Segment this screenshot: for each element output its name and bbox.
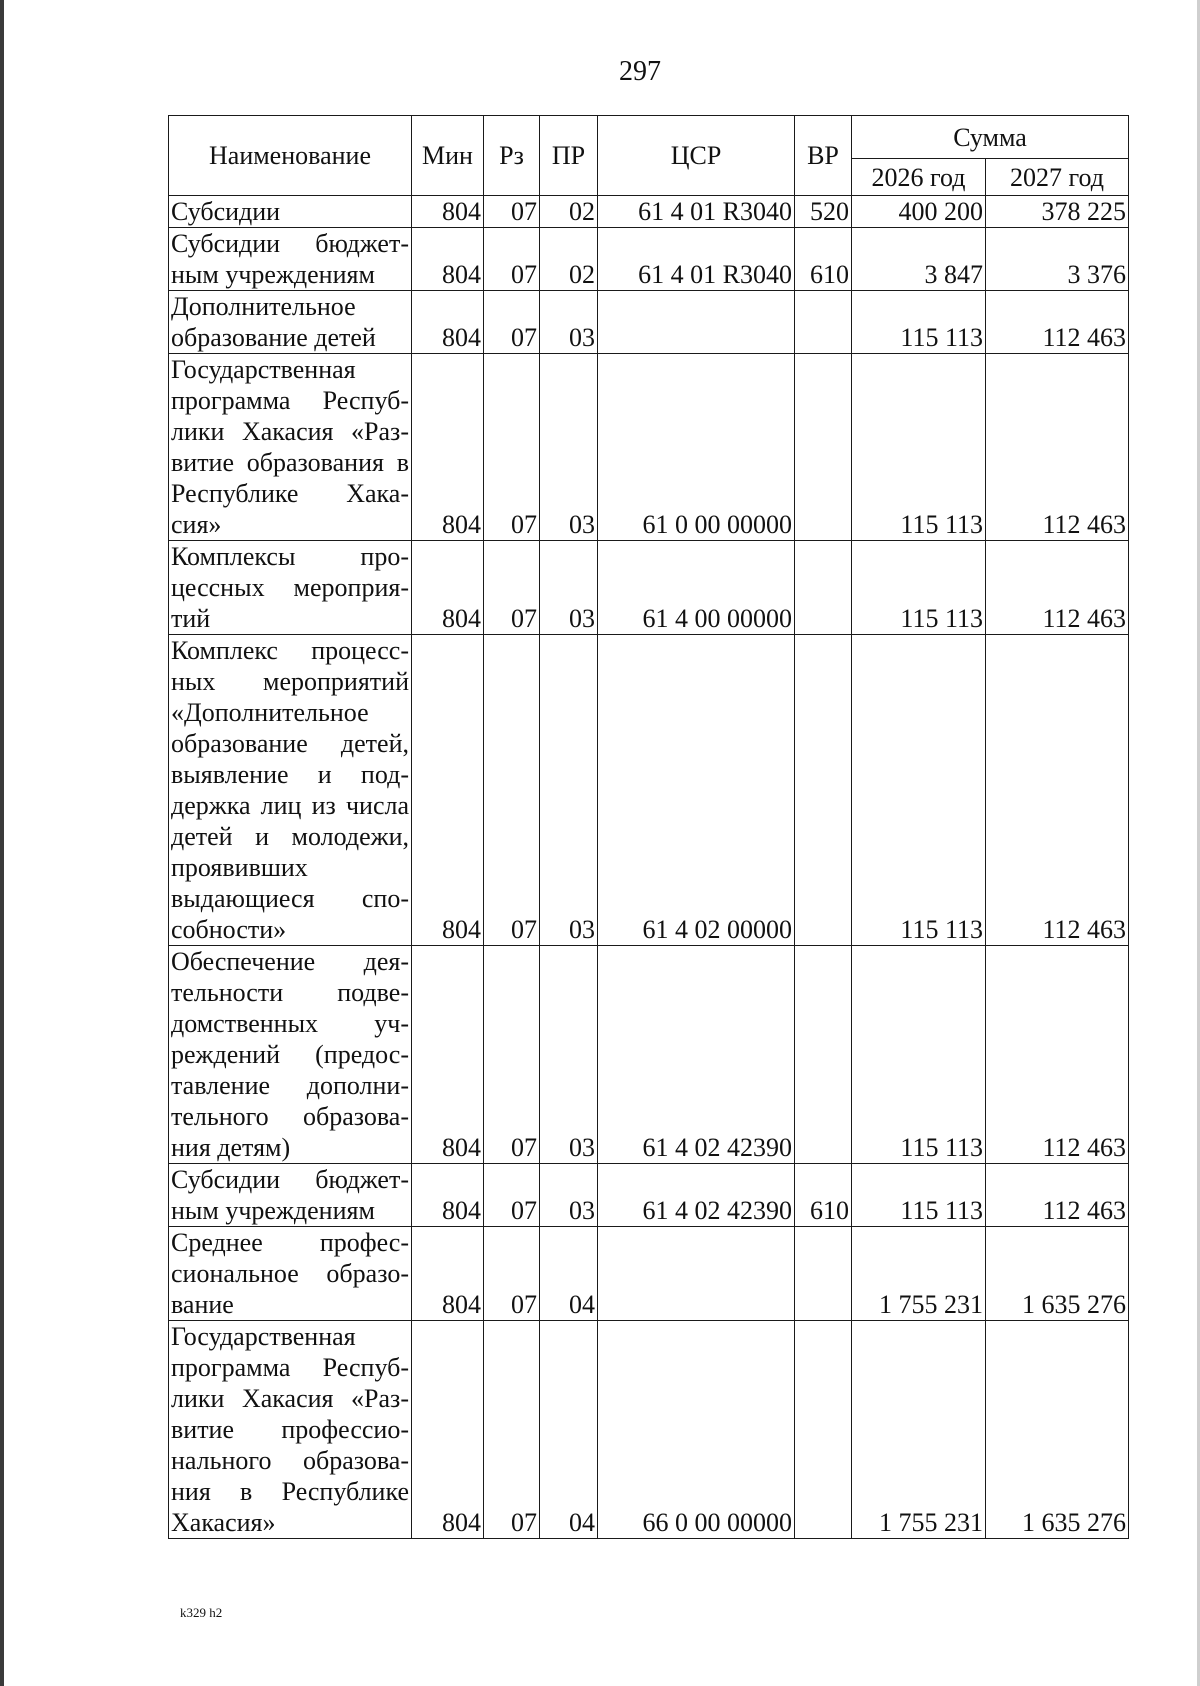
cell-rz: 07 xyxy=(484,946,540,1164)
cell-csr: 61 4 01 R3040 xyxy=(598,196,795,228)
cell-csr: 61 0 00 00000 xyxy=(598,354,795,541)
cell-pr: 03 xyxy=(540,291,598,354)
cell-sum-2026: 115 113 xyxy=(852,946,986,1164)
page-number: 297 xyxy=(619,56,661,87)
cell-csr: 61 4 02 42390 xyxy=(598,946,795,1164)
cell-name: Дополнительное образование детей xyxy=(169,291,412,354)
cell-rz: 07 xyxy=(484,354,540,541)
table-row xyxy=(169,1227,1129,1321)
cell-csr: 61 4 02 42390 xyxy=(598,1164,795,1227)
cell-sum-2027: 112 463 xyxy=(986,291,1129,354)
table-row xyxy=(169,354,1129,541)
cell-min: 804 xyxy=(412,541,484,635)
table-row xyxy=(169,196,1129,228)
cell-sum-2026: 115 113 xyxy=(852,635,986,946)
header-name: Наименование xyxy=(169,116,412,196)
cell-min: 804 xyxy=(412,291,484,354)
cell-vr: 610 xyxy=(795,1164,852,1227)
budget-table xyxy=(168,115,1129,1539)
cell-pr: 03 xyxy=(540,354,598,541)
cell-min: 804 xyxy=(412,1227,484,1321)
cell-sum-2026: 1 755 231 xyxy=(852,1321,986,1539)
cell-vr xyxy=(795,1227,852,1321)
cell-sum-2026: 115 113 xyxy=(852,541,986,635)
cell-csr xyxy=(598,291,795,354)
cell-sum-2026: 115 113 xyxy=(852,1164,986,1227)
cell-rz: 07 xyxy=(484,291,540,354)
cell-rz: 07 xyxy=(484,1164,540,1227)
table-row xyxy=(169,291,1129,354)
header-vr: ВР xyxy=(795,116,852,196)
cell-name: Субсидии бюджетным учреждениям xyxy=(169,1164,412,1227)
cell-csr xyxy=(598,1227,795,1321)
cell-min: 804 xyxy=(412,946,484,1164)
cell-sum-2027: 112 463 xyxy=(986,354,1129,541)
table-row xyxy=(169,1164,1129,1227)
header-pr: ПР xyxy=(540,116,598,196)
table-header xyxy=(169,116,1129,196)
cell-rz: 07 xyxy=(484,541,540,635)
cell-rz: 07 xyxy=(484,1227,540,1321)
header-year-2026: 2026 год xyxy=(852,159,986,196)
cell-pr: 04 xyxy=(540,1321,598,1539)
cell-csr: 66 0 00 00000 xyxy=(598,1321,795,1539)
cell-pr: 02 xyxy=(540,196,598,228)
header-csr: ЦСР xyxy=(598,116,795,196)
cell-vr xyxy=(795,541,852,635)
cell-min: 804 xyxy=(412,228,484,291)
cell-pr: 04 xyxy=(540,1227,598,1321)
cell-min: 804 xyxy=(412,1164,484,1227)
cell-pr: 03 xyxy=(540,946,598,1164)
table-header-row-1 xyxy=(169,116,1129,159)
table-row xyxy=(169,946,1129,1164)
cell-sum-2027: 112 463 xyxy=(986,946,1129,1164)
table-row xyxy=(169,228,1129,291)
cell-sum-2027: 378 225 xyxy=(986,196,1129,228)
cell-pr: 03 xyxy=(540,541,598,635)
table-row xyxy=(169,541,1129,635)
table-row xyxy=(169,635,1129,946)
cell-pr: 02 xyxy=(540,228,598,291)
cell-sum-2027: 112 463 xyxy=(986,541,1129,635)
cell-min: 804 xyxy=(412,354,484,541)
cell-rz: 07 xyxy=(484,1321,540,1539)
cell-sum-2027: 112 463 xyxy=(986,1164,1129,1227)
cell-csr: 61 4 00 00000 xyxy=(598,541,795,635)
cell-sum-2027: 3 376 xyxy=(986,228,1129,291)
cell-sum-2027: 112 463 xyxy=(986,635,1129,946)
cell-name: Субсидии бюджетным учреждениям xyxy=(169,228,412,291)
cell-name: Среднее профессиональное образование xyxy=(169,1227,412,1321)
cell-min: 804 xyxy=(412,635,484,946)
cell-sum-2026: 115 113 xyxy=(852,291,986,354)
cell-sum-2027: 1 635 276 xyxy=(986,1321,1129,1539)
cell-csr: 61 4 01 R3040 xyxy=(598,228,795,291)
cell-vr xyxy=(795,635,852,946)
cell-min: 804 xyxy=(412,196,484,228)
table-body xyxy=(169,196,1129,1539)
footer-code: k329 h2 xyxy=(180,1605,223,1620)
cell-vr: 610 xyxy=(795,228,852,291)
cell-rz: 07 xyxy=(484,635,540,946)
cell-sum-2026: 1 755 231 xyxy=(852,1227,986,1321)
cell-rz: 07 xyxy=(484,228,540,291)
cell-rz: 07 xyxy=(484,196,540,228)
cell-name: Государственная программа Республики Хакасия «Развитие профессионального образования в Республике Хакасия» xyxy=(169,1321,412,1539)
table-row xyxy=(169,1321,1129,1539)
cell-vr xyxy=(795,946,852,1164)
cell-min: 804 xyxy=(412,1321,484,1539)
cell-sum-2026: 400 200 xyxy=(852,196,986,228)
cell-name: Субсидии xyxy=(169,196,412,228)
header-rz: Рз xyxy=(484,116,540,196)
cell-vr xyxy=(795,354,852,541)
header-sum: Сумма xyxy=(852,116,1129,159)
cell-pr: 03 xyxy=(540,1164,598,1227)
header-year-2027: 2027 год xyxy=(986,159,1129,196)
cell-pr: 03 xyxy=(540,635,598,946)
cell-sum-2026: 3 847 xyxy=(852,228,986,291)
cell-csr: 61 4 02 00000 xyxy=(598,635,795,946)
cell-name: Комплекс процессных мероприятий «Дополнительное образование детей, выявление и поддержка лиц из числа детей и молодежи, проявивших выдающиеся способности» xyxy=(169,635,412,946)
header-min: Мин xyxy=(412,116,484,196)
cell-name: Комплексы процессных мероприятий xyxy=(169,541,412,635)
cell-name: Обеспечение деятельности подведомственных учреждений (предоставление дополнительного образования детям) xyxy=(169,946,412,1164)
cell-sum-2026: 115 113 xyxy=(852,354,986,541)
cell-name: Государственная программа Республики Хакасия «Развитие образования в Республике Хакасия» xyxy=(169,354,412,541)
cell-vr: 520 xyxy=(795,196,852,228)
cell-vr xyxy=(795,291,852,354)
cell-vr xyxy=(795,1321,852,1539)
scan-edge-left xyxy=(0,0,4,1686)
cell-sum-2027: 1 635 276 xyxy=(986,1227,1129,1321)
